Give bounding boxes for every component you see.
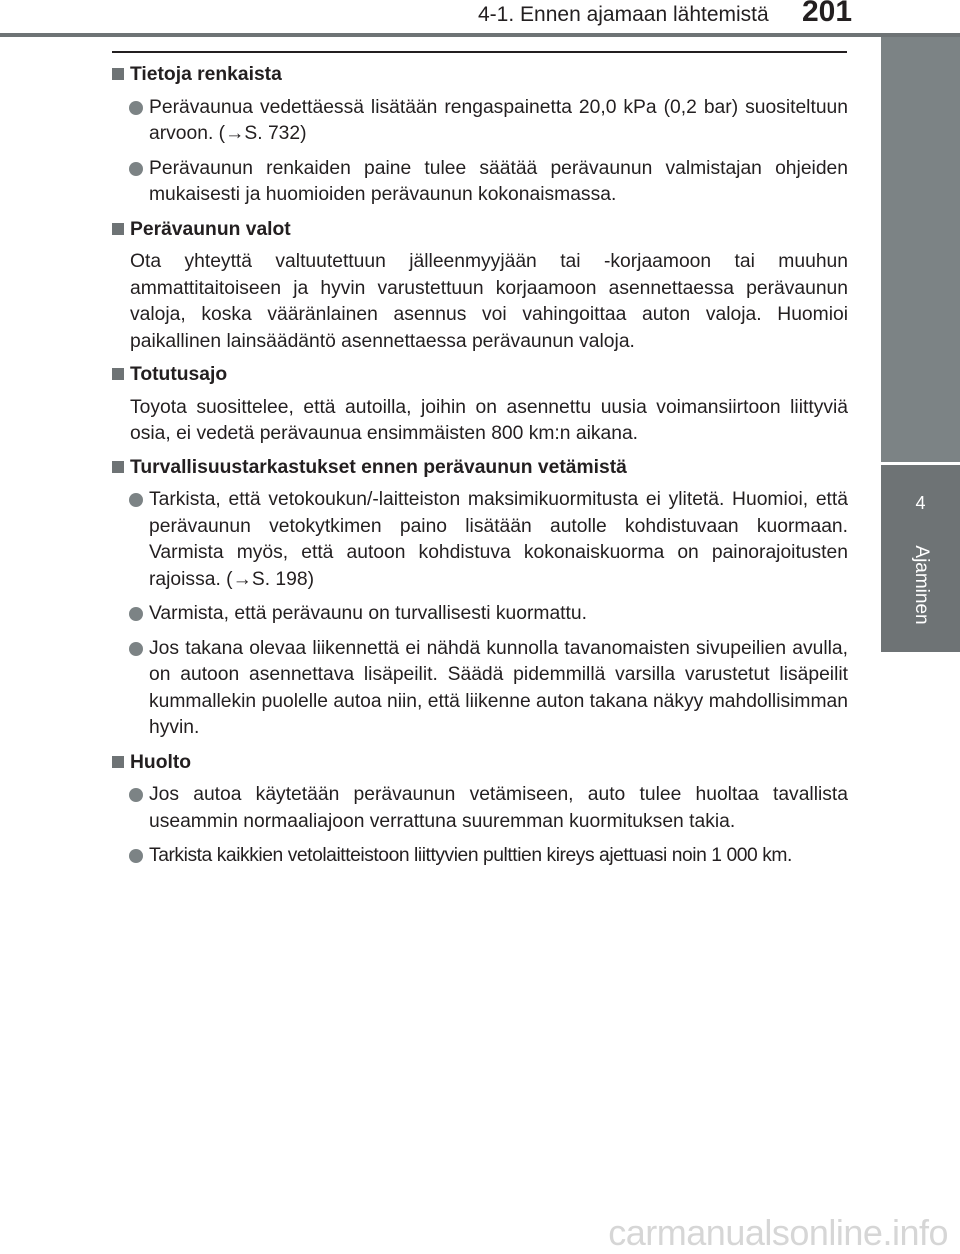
circle-bullet-icon [129,101,143,115]
heading-text: Totutusajo [130,364,228,385]
bullet-item [112,95,848,148]
bullet-text: Tarkista kaikkien vetolaitteistoon liittyvien pulttien kireys ajettuasi noin 1 000 km. [149,845,792,866]
bullet-text: Perävaunun renkaiden paine tulee säätää perävaunun valmistajan ohjeiden mukaisesti ja huomioiden perävaunun kokonaismassa. [149,157,848,205]
heading-text: Huolto [130,751,192,773]
content-rule [112,51,847,53]
heading-text: Perävaunun valot [130,218,291,240]
square-bullet-icon [112,756,124,768]
section-heading [112,62,848,89]
bullet-item [112,487,848,593]
paragraph: Ota yhteyttä valtuutettuun jälleenmyyjään tai -korjaamoon tai muuhun ammattitaitoiseen ja hyvin varustettuun korjaamoon asennettaessa perävaunun valoja, koska vääränlainen asennus voi vahingoittaa auton valoja. Huomioi paikallinen lainsäädäntö asennettaessa perävaunun valoja. [130,251,848,352]
section-heading [112,362,848,389]
bullet-text: Perävaunua vedettäessä lisätään rengaspainetta 20,0 kPa (0,2 bar) suositeltuun arvoon. (→S. 732) [149,96,848,144]
circle-bullet-icon [129,607,143,621]
page-content [112,62,848,878]
side-tab-upper [881,37,960,462]
bullet-item [112,843,848,870]
circle-bullet-icon [129,849,143,863]
square-bullet-icon [112,368,124,380]
circle-bullet-icon [129,493,143,507]
section-maintenance [112,750,848,870]
section-heading [112,217,848,244]
section-tire-info [112,62,848,209]
bullet-text: Jos autoa käytetään perävaunun vetämiseen, auto tulee huoltaa tavallista useammin normaaliajoon verrattuna suuremman kuormituksen takia. [149,784,848,832]
section-trailer-lights [112,217,848,356]
chapter-tab[interactable] [881,465,960,652]
section-break-in [112,362,848,448]
section-title: 4-1. Ennen ajamaan lähtemistä [478,3,769,26]
circle-bullet-icon [129,162,143,176]
bullet-text: Jos takana olevaa liikennettä ei nähdä kunnolla tavanomaisten sivupeilien avulla, on autoon asennettava lisäpeilit. Säädä pidemmillä varsilla varustetut lisäpeilit kummallekin puolelle autoa niin, että liikenne auton takana näkyy mahdollisimman hyvin. [149,637,848,738]
circle-bullet-icon [129,642,143,656]
bullet-text: Varmista, että perävaunu on turvallisesti kuormattu. [149,603,587,624]
square-bullet-icon [112,461,124,473]
section-safety-checks [112,455,848,742]
bullet-text: Tarkista, että vetokoukun/-laitteiston maksimikuormitusta ei ylitetä. Huomioi, että perävaunun vetokytkimen paino lisätään autolle kohdistuvaan kuormaan. Varmista myös, että autoon kohdistuva kokonaiskuorma on painorajoitusten rajoissa. (→S. 198) [149,489,848,590]
circle-bullet-icon [129,788,143,802]
square-bullet-icon [112,68,124,80]
page-number: 201 [802,0,853,28]
paragraph: Toyota suosittelee, että autoilla, joihin on asennettu uusia voimansiirtoon liittyviä osia, ei vedetä perävaunua ensimmäisten 800 km:n aikana. [130,396,848,444]
chapter-number: 4 [915,493,926,513]
bullet-item [112,782,848,835]
heading-text: Turvallisuustarkastukset ennen perävaunun vetämistä [130,456,627,478]
chapter-label: Ajaminen [911,545,932,625]
section-heading [112,750,848,777]
section-heading [112,455,848,482]
heading-text: Tietoja renkaista [130,64,282,85]
square-bullet-icon [112,223,124,235]
bullet-item [112,601,848,628]
bullet-item [112,156,848,209]
header-rule [0,33,960,37]
bullet-item [112,636,848,742]
watermark: carmanualsonline.info [608,1212,948,1253]
